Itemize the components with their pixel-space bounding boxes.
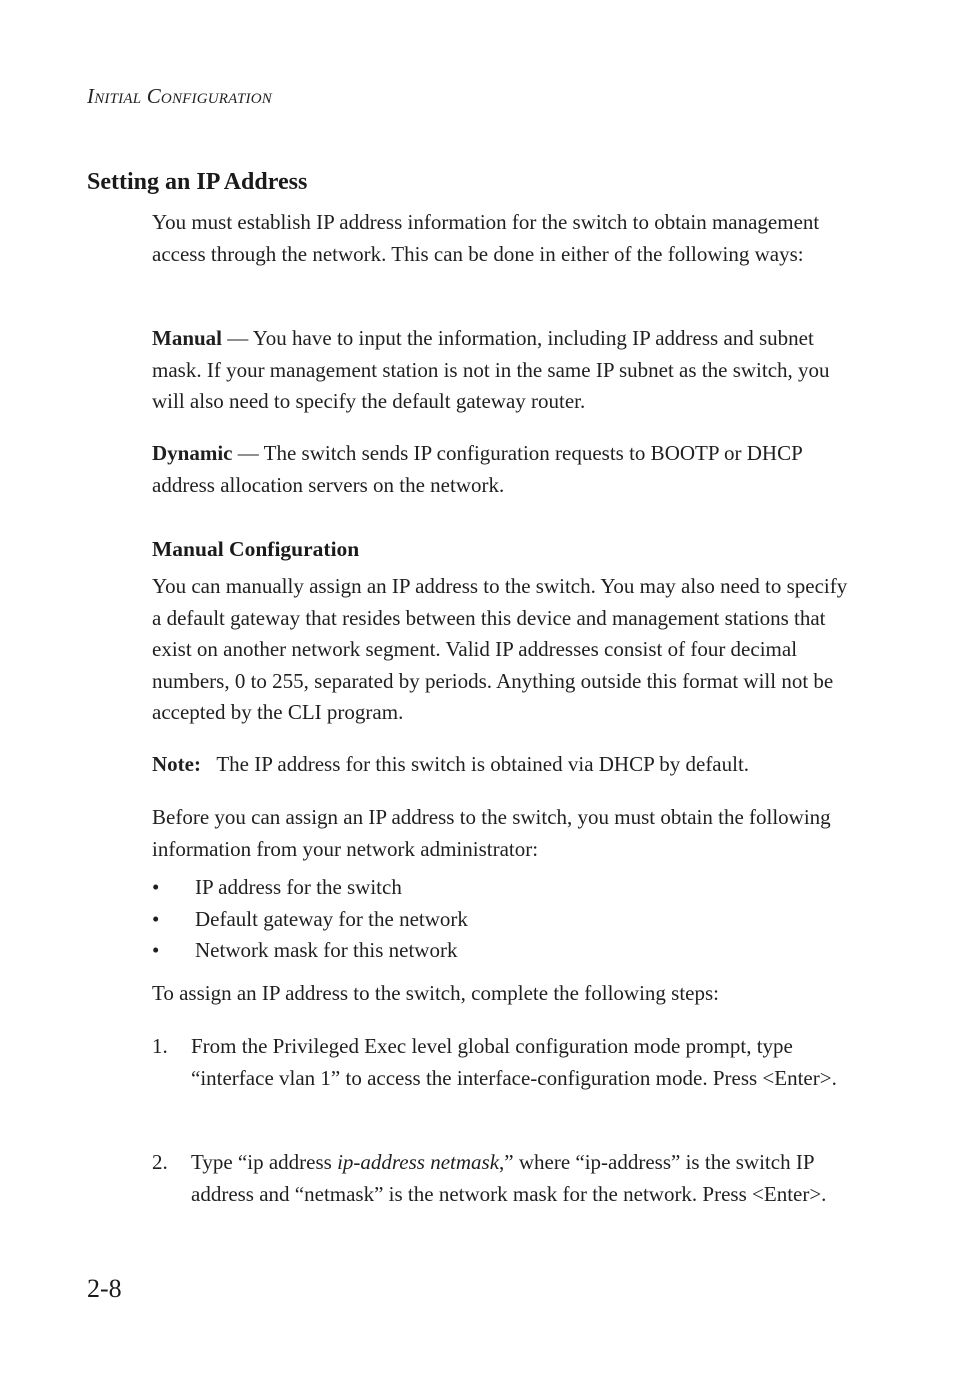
step-2 bbox=[152, 1147, 852, 1210]
list-item-text: IP address for the switch bbox=[195, 875, 402, 899]
section-title: Setting an IP Address bbox=[87, 169, 308, 195]
step-text: From the Privileged Exec level global configuration mode prompt, type “interface vlan 1” to access the interface-configuration mode. Press <Enter>. bbox=[191, 1034, 837, 1090]
list-item bbox=[152, 935, 468, 967]
running-head-rest-2: ONFIGURATION bbox=[160, 91, 272, 107]
steps-intro-text: To assign an IP address to the switch, complete the following steps: bbox=[152, 981, 719, 1005]
dynamic-label: Dynamic bbox=[152, 441, 233, 465]
manual-text: — You have to input the information, including IP address and subnet mask. If your management station is not in the same IP subnet as the switch, you will also need to specify the default gateway router. bbox=[152, 326, 830, 413]
step-number: 2. bbox=[152, 1150, 168, 1174]
step-text-italic: ip-address netmask bbox=[337, 1150, 500, 1174]
subsection-title: Manual Configuration bbox=[152, 537, 360, 561]
running-head-initial-1: I bbox=[87, 84, 95, 108]
dynamic-text: — The switch sends IP configuration requests to BOOTP or DHCP address allocation servers on the network. bbox=[152, 441, 802, 497]
requirements-list bbox=[152, 872, 468, 967]
list-item bbox=[152, 904, 468, 936]
list-item-text: Network mask for this network bbox=[195, 938, 458, 962]
note-label: Note: bbox=[152, 752, 201, 776]
manual-config-text: You can manually assign an IP address to the switch. You may also need to specify a default gateway that resides between this device and management stations that exist on another network segment. Valid IP addresses consist of four decimal numbers, 0 to 255, separated by periods. Anything outside this format will not be accepted by the CLI program. bbox=[152, 574, 848, 724]
bullet-marker: • bbox=[152, 875, 160, 899]
before-text: Before you can assign an IP address to the switch, you must obtain the following information from your network administrator: bbox=[152, 805, 831, 861]
intro-paragraph bbox=[152, 207, 852, 270]
list-item-text: Default gateway for the network bbox=[195, 906, 468, 931]
running-head-initial-2: C bbox=[146, 84, 161, 108]
running-head-rest-1: NITIAL bbox=[94, 91, 142, 107]
intro-text: You must establish IP address information for the switch to obtain management access through the network. This can be done in either of the following ways: bbox=[152, 210, 820, 266]
steps-intro-paragraph bbox=[152, 978, 852, 1010]
manual-config-paragraph bbox=[152, 571, 852, 729]
note-paragraph bbox=[152, 749, 852, 781]
bullet-marker: • bbox=[152, 906, 160, 931]
manual-paragraph bbox=[152, 323, 852, 418]
running-head bbox=[87, 84, 272, 109]
step-1 bbox=[152, 1031, 852, 1094]
step-text-before: Type “ip address bbox=[191, 1150, 338, 1174]
note-text: The IP address for this switch is obtained via DHCP by default. bbox=[216, 752, 750, 776]
bullet-marker: • bbox=[152, 938, 160, 962]
step-text-after: ,” where “ip-address” is the switch IP address and “netmask” is the network mask for the network. Press <Enter>. bbox=[191, 1150, 827, 1206]
manual-label: Manual bbox=[152, 326, 223, 350]
dynamic-paragraph bbox=[152, 438, 852, 501]
before-paragraph bbox=[152, 802, 852, 865]
list-item bbox=[152, 872, 468, 904]
page-number: 2-8 bbox=[87, 1274, 122, 1303]
step-text bbox=[191, 1147, 852, 1210]
step-number: 1. bbox=[152, 1034, 168, 1058]
